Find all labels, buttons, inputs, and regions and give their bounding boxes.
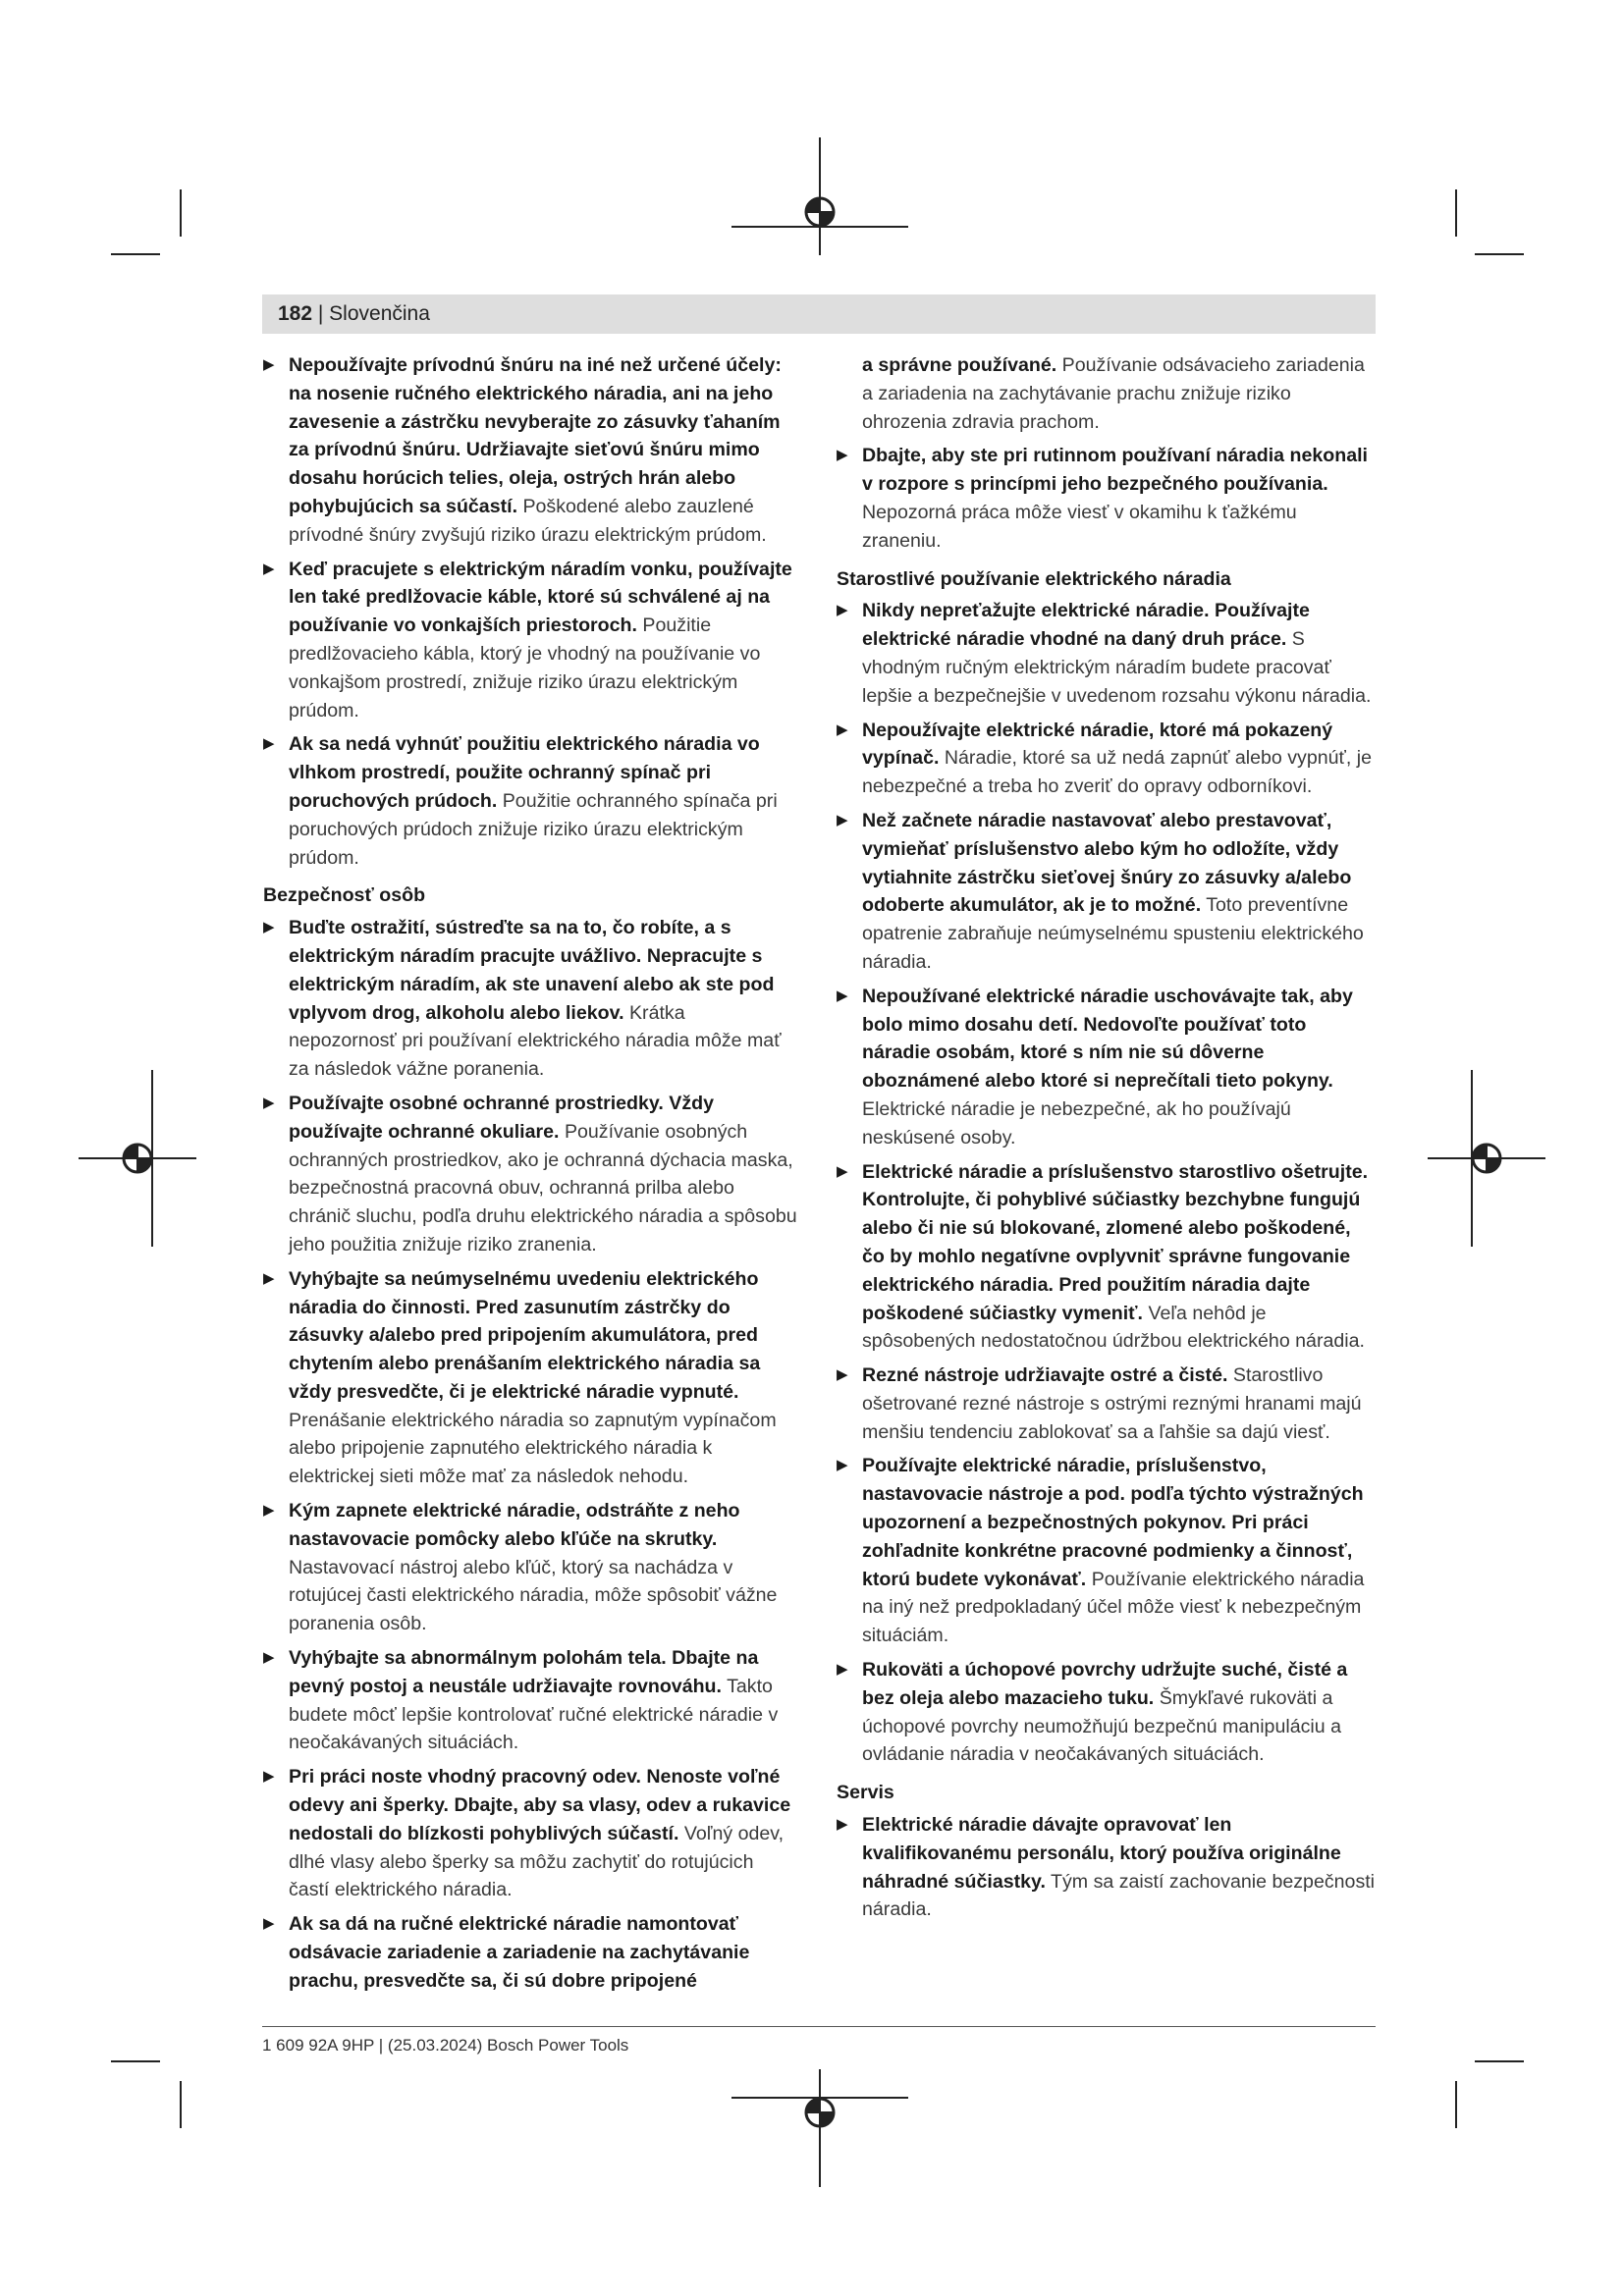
list-item <box>263 1090 797 1259</box>
instruction-explanation: Takto budete môcť lepšie kontrolovať ručné elektrické náradie v neočakávaných situáciách. <box>289 1675 779 1754</box>
bullet-arrow-icon: ▶ <box>263 1649 275 1667</box>
instruction-bold: Ak sa dá na ručné elektrické náradie namontovať odsávacie zariadenie a zariadenie na zachytávanie prachu, presvedčte sa, či sú dobre pripojené <box>289 1913 750 1992</box>
instruction-bold: Pri práci noste vhodný pracovný odev. Nenoste voľné odevy ani šperky. Dbajte, aby sa vlasy, odev a rukavice nedostali do blízkosti pohyblivých súčastí. <box>289 1766 791 1844</box>
instruction-explanation: Náradie, ktoré sa už nedá zapnúť alebo vypnúť, je nebezpečné a treba ho zveriť do opravy odborníkovi. <box>862 747 1373 798</box>
list-item <box>263 351 797 550</box>
bullet-arrow-icon: ▶ <box>837 987 848 1004</box>
section-heading: Starostlivé používanie elektrického náradia <box>837 567 1231 590</box>
bullet-arrow-icon: ▶ <box>837 811 848 828</box>
crop-mark <box>111 253 160 255</box>
instruction-explanation: S vhodným ručným elektrickým náradím budete pracovať lepšie a bezpečnejšie v uvedenom rozsahu výkonu náradia. <box>862 628 1372 707</box>
crop-mark <box>180 2081 182 2128</box>
instruction-bold: Buďte ostražití, sústreďte sa na to, čo robíte, a s elektrickým náradím pracujte uvážlivo. Nepracujte s elektrickým náradím, ak ste unavení alebo ak ste pod vplyvom drog, alkoholu alebo liekov. <box>289 917 775 1024</box>
instruction-explanation: Tým sa zaistí zachovanie bezpečnosti náradia. <box>862 1870 1376 1921</box>
instruction-explanation: Voľný odev, dlhé vlasy alebo šperky sa môžu zachytiť do rotujúcich častí elektrického náradia. <box>289 1822 785 1901</box>
instruction-bold: Rezné nástroje udržiavajte ostré a čisté. <box>862 1364 1228 1387</box>
crop-mark <box>1475 253 1524 255</box>
left-column <box>263 351 797 2002</box>
section-heading: Bezpečnosť osôb <box>263 884 426 907</box>
instruction-bold: Elektrické náradie a príslušenstvo starostlivo ošetrujte. Kontrolujte, či pohyblivé súčiastky bezchybne fungujú alebo či nie sú blokované, zlomené alebo poškodené, čo by mohlo negatívne ovplyvniť správne fungovanie elektrického náradia. Pred použitím náradia dajte poškodené súčiastky vymeniť. <box>862 1160 1369 1324</box>
list-item <box>263 730 797 872</box>
bullet-arrow-icon: ▶ <box>263 1768 275 1786</box>
instruction-explanation: Poškodené alebo zauzlené prívodné šnúry zvyšujú riziko úrazu elektrickým prúdom. <box>289 495 767 546</box>
bullet-arrow-icon: ▶ <box>837 1457 848 1474</box>
instruction-bold: Používajte elektrické náradie, príslušenstvo, nastavovacie nástroje a pod. podľa týchto výstražných upozornení a bezpečnostných pokynov. Pri práci zohľadnite konkrétne pracovné podmienky a činnosť, ktorú budete vykonávať. <box>862 1455 1364 1590</box>
instruction-bold: a správne používané. <box>862 354 1057 376</box>
instruction-bold: Nepoužívané elektrické náradie uschovávajte tak, aby bolo mimo dosahu detí. Nedovoľte používať toto náradie osobám, ktoré s ním nie sú dôverne oboznámené alebo ktoré si neprečítali tieto pokyny. <box>862 985 1353 1093</box>
list-item-continuation <box>837 351 1377 436</box>
list-item <box>837 1811 1377 1924</box>
list-item <box>837 442 1377 555</box>
list-item <box>837 983 1377 1152</box>
crop-mark <box>111 2060 160 2062</box>
list-item <box>263 914 797 1084</box>
footer-rule <box>262 2026 1376 2027</box>
instruction-bold: Rukoväti a úchopové povrchy udržujte suché, čisté a bez oleja alebo mazacieho tuku. <box>862 1659 1348 1709</box>
crop-mark <box>1475 2060 1524 2062</box>
instruction-bold: Vyhýbajte sa neúmyselnému uvedeniu elektrického náradia do činnosti. Pred zasunutím zástrčky do zásuvky a/alebo pred pripojením akumulátora, pred chytením alebo prenášaním elektrického náradia sa vždy presvedčte, či je elektrické náradie vypnuté. <box>289 1267 761 1403</box>
list-item <box>263 1497 797 1638</box>
section-heading: Servis <box>837 1782 894 1804</box>
list-item <box>837 1656 1377 1769</box>
bullet-arrow-icon: ▶ <box>837 1816 848 1834</box>
instruction-explanation: Toto preventívne opatrenie zabraňuje neúmyselnému spusteniu elektrického náradia. <box>862 894 1364 973</box>
bullet-arrow-icon: ▶ <box>837 1366 848 1384</box>
bullet-arrow-icon: ▶ <box>837 1661 848 1679</box>
instruction-explanation: Použitie predlžovacieho kábla, ktorý je vhodný na používanie vo vonkajšom prostredí, znižuje riziko úrazu elektrickým prúdom. <box>289 614 761 721</box>
bullet-arrow-icon: ▶ <box>837 447 848 464</box>
instruction-explanation: Používanie odsávacieho zariadenia a zariadenia na zachytávanie prachu znižuje riziko ohrozenia zdravia prachom. <box>862 354 1365 433</box>
bullet-arrow-icon: ▶ <box>837 721 848 738</box>
bullet-arrow-icon: ▶ <box>263 919 275 936</box>
instruction-explanation: Šmykľavé rukoväti a úchopové povrchy neumožňujú bezpečnú manipuláciu a ovládanie náradia v neočakávaných situáciách. <box>862 1686 1341 1766</box>
instruction-explanation: Použitie ochranného spínača pri poruchových prúdoch znižuje riziko úrazu elektrickým prúdom. <box>289 789 778 869</box>
bullet-arrow-icon: ▶ <box>263 1269 275 1287</box>
list-item <box>837 1362 1377 1446</box>
registration-mark-icon <box>731 2069 908 2187</box>
instruction-bold: Elektrické náradie dávajte opravovať len kvalifikovanému personálu, ktorý používa originálne náhradné súčiastky. <box>862 1814 1341 1893</box>
list-item <box>263 1910 797 1995</box>
instruction-explanation: Nastavovací nástroj alebo kľúč, ktorý sa nachádza v rotujúcej časti elektrického náradia, môže spôsobiť vážne poranenia osôb. <box>289 1556 778 1635</box>
instruction-bold: Používajte osobné ochranné prostriedky. Vždy používajte ochranné okuliare. <box>289 1092 714 1143</box>
list-item <box>263 1644 797 1757</box>
registration-mark-icon <box>731 137 908 255</box>
registration-mark-icon <box>1428 1070 1545 1247</box>
instruction-bold: Vyhýbajte sa abnormálnym polohám tela. Dbajte na pevný postoj a neustále udržiavajte rovnováhu. <box>289 1647 759 1697</box>
instruction-bold: Nepoužívajte elektrické náradie, ktoré má pokazený vypínač. <box>862 719 1333 770</box>
instruction-explanation: Nepozorná práca môže viesť v okamihu k ťažkému zraneniu. <box>862 501 1297 552</box>
list-item <box>837 597 1377 710</box>
footer-text: 1 609 92A 9HP | (25.03.2024) Bosch Power Tools <box>262 2036 629 2055</box>
page-number: 182 <box>278 302 313 325</box>
list-item <box>837 807 1377 977</box>
instruction-bold: Nepoužívajte prívodnú šnúru na iné než určené účely: na nosenie ručného elektrického náradia, ani na jeho zavesenie a zástrčku nevyberajte zo zásuvky ťahaním za prívodnú šnúru. Udržiavajte sieťovú šnúru mimo dosahu horúcich telies, oleja, ostrých hrán alebo pohybujúcich sa súčastí. <box>289 354 782 517</box>
crop-mark <box>1455 2081 1457 2128</box>
header-language: Slovenčina <box>329 302 430 325</box>
instruction-bold: Nikdy nepreťažujte elektrické náradie. Používajte elektrické náradie vhodné na daný druh práce. <box>862 600 1310 651</box>
registration-mark-icon <box>79 1070 196 1247</box>
bullet-arrow-icon: ▶ <box>837 602 848 619</box>
list-item <box>837 1158 1377 1357</box>
instruction-explanation: Krátka nepozornosť pri používaní elektrického náradia môže mať za následok vážne poranenia. <box>289 1001 782 1081</box>
crop-mark <box>180 189 182 237</box>
list-item <box>263 1763 797 1904</box>
instruction-explanation: Starostlivo ošetrované rezné nástroje s ostrými reznými hranami majú menšiu tendenciu zablokovať sa a ľahšie sa dajú viesť. <box>862 1364 1362 1443</box>
bullet-arrow-icon: ▶ <box>263 1915 275 1933</box>
right-column <box>837 351 1377 1930</box>
list-item <box>263 1265 797 1491</box>
list-item <box>837 717 1377 801</box>
bullet-arrow-icon: ▶ <box>263 356 275 373</box>
instruction-explanation: Používanie osobných ochranných prostriedkov, ako je ochranná dýchacia maska, bezpečnostná pracovná obuv, ochranná prilba alebo chránič sluchu, podľa druhu elektrického náradia a spôsobu jeho použitia znižuje riziko zranenia. <box>289 1120 797 1255</box>
page-header <box>262 294 1376 334</box>
instruction-bold: Keď pracujete s elektrickým náradím vonku, používajte len také predlžovacie káble, ktoré sú schválené aj na používanie vo vonkajších priestoroch. <box>289 558 792 637</box>
header-text: 182 | Slovenčina <box>278 302 430 325</box>
bullet-arrow-icon: ▶ <box>263 1502 275 1520</box>
instruction-explanation: Elektrické náradie je nebezpečné, ak ho používajú neskúsené osoby. <box>862 1097 1291 1148</box>
instruction-bold: Než začnete náradie nastavovať alebo prestavovať, vymieňať príslušenstvo alebo kým ho odložíte, vždy vytiahnite zástrčku sieťovej šnúry zo zásuvky a/alebo odoberte akumulátor, ak je to možné. <box>862 809 1352 917</box>
instruction-bold: Ak sa nedá vyhnúť použitiu elektrického náradia vo vlhkom prostredí, použite ochranný spínač pri poruchových prúdoch. <box>289 733 760 812</box>
crop-mark <box>1455 189 1457 237</box>
list-item <box>263 556 797 725</box>
list-item <box>837 1452 1377 1650</box>
instruction-bold: Kým zapnete elektrické náradie, odstráňte z neho nastavovacie pomôcky alebo kľúče na skrutky. <box>289 1500 740 1550</box>
bullet-arrow-icon: ▶ <box>837 1162 848 1180</box>
bullet-arrow-icon: ▶ <box>263 735 275 753</box>
instruction-bold: Dbajte, aby ste pri rutinnom používaní náradia nekonali v rozpore s princípmi jeho bezpečného používania. <box>862 445 1368 496</box>
instruction-explanation: Veľa nehôd je spôsobených nedostatočnou údržbou elektrického náradia. <box>862 1302 1365 1353</box>
bullet-arrow-icon: ▶ <box>263 1094 275 1111</box>
instruction-explanation: Prenášanie elektrického náradia so zapnutým vypínačom alebo pripojenie zapnutého elektrického náradia k elektrickej sieti môže mať za následok nehodu. <box>289 1409 777 1488</box>
bullet-arrow-icon: ▶ <box>263 560 275 577</box>
instruction-explanation: Používanie elektrického náradia na iný než predpokladaný účel môže viesť k nebezpečným situáciám. <box>862 1568 1365 1647</box>
